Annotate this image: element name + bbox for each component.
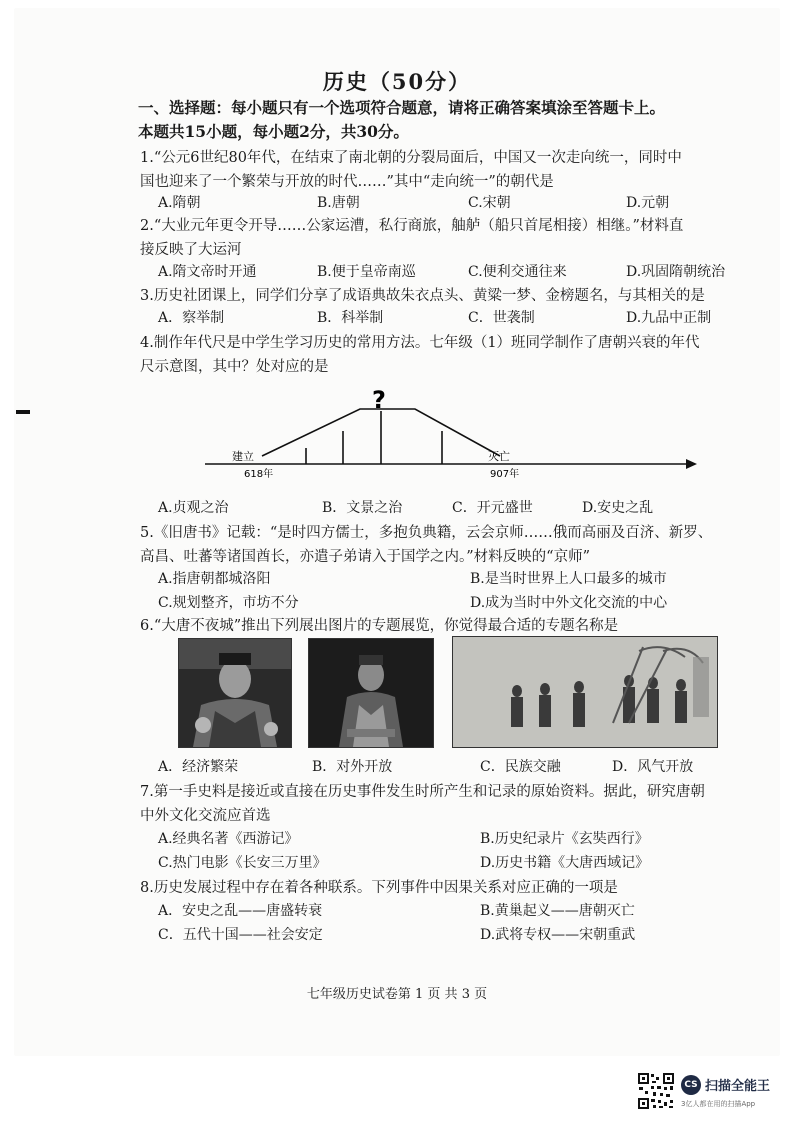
q5-option-d: D.成为当时中外文化交流的中心 — [470, 595, 668, 611]
timeline-question-mark: ? — [372, 386, 386, 414]
q2-option-c: C.便利交通往来 — [468, 264, 567, 280]
margin-mark — [16, 410, 30, 414]
q4-option-a: A.贞观之治 — [158, 500, 229, 516]
q2-line1: 2.“大业元年更令开导……公家运漕，私行商旅，舳舻（船只首尾相接）相继。”材料直 — [140, 218, 684, 234]
q2-option-a: A.隋文帝时开通 — [158, 264, 257, 280]
q6-image-a-portrait — [178, 638, 292, 748]
q6-line1: 6.“大唐不夜城”推出下列展出图片的专题展览，你觉得最合适的专题名称是 — [140, 618, 619, 634]
q6-image-c-procession-mural — [452, 636, 718, 748]
q4-option-c: C．开元盛世 — [452, 500, 533, 516]
q7-option-c: C.热门电影《长安三万里》 — [158, 855, 327, 871]
q1-line2: 国也迎来了一个繁荣与开放的时代……”其中“走向统一”的朝代是 — [140, 174, 554, 190]
q2-line2: 接反映了大运河 — [140, 242, 242, 258]
q1-option-c: C.宋朝 — [468, 195, 511, 211]
camscanner-name: 扫描全能王 — [705, 1079, 771, 1094]
page-title: 历史（50分） — [322, 69, 472, 94]
q6-option-c: C．民族交融 — [480, 759, 561, 775]
tang-timeline-diagram — [200, 384, 700, 484]
q5-option-a: A.指唐朝都城洛阳 — [158, 571, 271, 587]
q8-option-c: C．五代十国——社会安定 — [158, 927, 323, 943]
q3-option-a: A．察举制 — [158, 310, 225, 326]
q8-line1: 8.历史发展过程中存在着各种联系。下列事件中因果关系对应正确的一项是 — [140, 880, 618, 896]
q4-option-d: D.安史之乱 — [582, 500, 654, 516]
q6-option-b: B．对外开放 — [312, 759, 393, 775]
q3-option-d: D.九品中正制 — [626, 310, 712, 326]
q4-line2: 尺示意图，其中？处对应的是 — [140, 359, 329, 375]
qr-code-icon — [637, 1072, 675, 1110]
page-footer: 七年级历史试卷第 1 页 共 3 页 — [306, 987, 488, 1002]
q2-option-d: D.巩固隋朝统治 — [626, 264, 726, 280]
camscanner-logo: CS — [681, 1075, 701, 1095]
q5-line2: 高昌、吐蕃等诸国酋长，亦遣子弟请入于国学之内。”材料反映的“京师” — [140, 549, 590, 565]
q6-option-a: A．经济繁荣 — [158, 759, 239, 775]
q3-option-b: B．科举制 — [317, 310, 384, 326]
q8-option-a: A．安史之乱——唐盛转衰 — [158, 903, 323, 919]
q1-option-b: B.唐朝 — [317, 195, 360, 211]
q6-image-b-seated-figure — [308, 638, 434, 748]
q4-line1: 4.制作年代尺是中学生学习历史的常用方法。七年级（1）班同学制作了唐朝兴衰的年代 — [140, 335, 700, 351]
timeline-start-label: 建立 — [232, 450, 254, 463]
q1-option-a: A.隋朝 — [158, 195, 201, 211]
q3-option-c: C．世袭制 — [468, 310, 535, 326]
camscanner-tagline: 3亿人都在用的扫描App — [681, 1100, 756, 1108]
q2-option-b: B.便于皇帝南巡 — [317, 264, 416, 280]
section-heading-line2: 本题共15小题，每小题2分，共30分。 — [138, 122, 409, 141]
timeline-end-label: 灭亡 — [488, 450, 510, 463]
q7-option-a: A.经典名著《西游记》 — [158, 831, 299, 847]
q7-option-d: D.历史书籍《大唐西域记》 — [480, 855, 650, 871]
q1-option-d: D.元朝 — [626, 195, 670, 211]
section-heading-line1: 一、选择题：每小题只有一个选项符合题意，请将正确答案填涂至答题卡上。 — [138, 98, 666, 117]
q8-option-d: D.武将专权——宋朝重武 — [480, 927, 636, 943]
q8-option-b: B.黄巢起义——唐朝灭亡 — [480, 903, 635, 919]
q5-line1: 5.《旧唐书》记载：“是时四方儒士，多抱负典籍，云会京师……俄而高丽及百济、新罗、 — [140, 525, 713, 541]
q4-option-b: B．文景之治 — [322, 500, 403, 516]
q5-option-b: B.是当时世界上人口最多的城市 — [470, 571, 667, 587]
q6-option-d: D．风气开放 — [612, 759, 694, 775]
timeline-start-year: 618年 — [244, 469, 274, 480]
q7-line1: 7.第一手史料是接近或直接在历史事件发生时所产生和记录的原始资料。据此，研究唐朝 — [140, 784, 705, 800]
q7-option-b: B.历史纪录片《玄奘西行》 — [480, 831, 649, 847]
timeline-end-year: 907年 — [490, 469, 520, 480]
q7-line2: 中外文化交流应首选 — [140, 808, 271, 824]
q3-line1: 3.历史社团课上，同学们分享了成语典故朱衣点头、黄粱一梦、金榜题名，与其相关的是 — [140, 288, 705, 304]
q5-option-c: C.规划整齐，市坊不分 — [158, 595, 299, 611]
q1-line1: 1.“公元6世纪80年代，在结束了南北朝的分裂局面后，中国又一次走向统一，同时中 — [140, 150, 682, 166]
